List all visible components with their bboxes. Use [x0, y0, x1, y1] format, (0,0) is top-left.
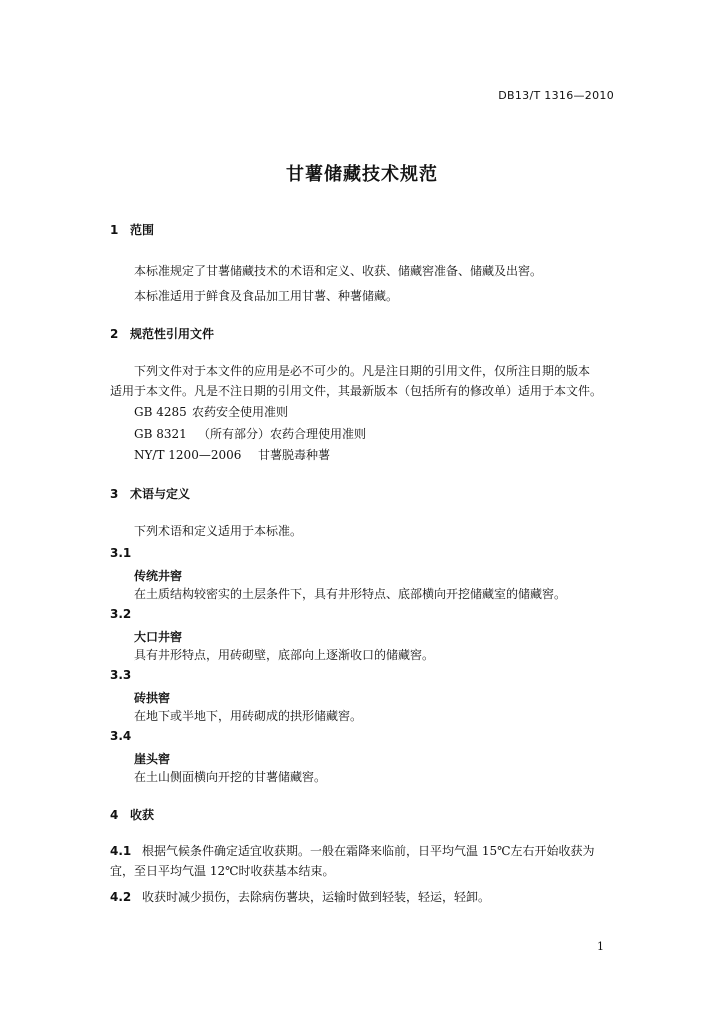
clause-4-1-line-2: 宜，至日平均气温 12℃时收获基本结束。: [110, 864, 335, 878]
section-title: 范围: [130, 223, 155, 237]
reference-title: 甘薯脱毒种薯: [258, 448, 331, 462]
section-1-heading: [110, 221, 154, 238]
reference-code: GB 4285: [134, 405, 187, 419]
section-2-paragraph-line-1: 下列文件对于本文件的应用是必不可少的。凡是注日期的引用文件，仅所注日期的版本: [134, 364, 591, 378]
term-definition: 在土山侧面横向开挖的甘薯储藏窖。: [134, 770, 327, 784]
term-definition: 在地下或半地下，用砖砌成的拱形储藏窖。: [134, 709, 363, 723]
document-title: 甘薯储藏技术规范: [286, 164, 438, 185]
term-name: 砖拱窖: [134, 691, 171, 705]
reference-title: （所有部分）农药合理使用准则: [198, 427, 367, 441]
term-number: 3.2: [110, 607, 132, 621]
section-3-intro: 下列术语和定义适用于本标准。: [134, 524, 303, 538]
reference-item: [134, 402, 288, 422]
section-title: 规范性引用文件: [130, 327, 215, 341]
term-number: 3.1: [110, 546, 132, 560]
reference-code: GB 8321: [134, 427, 187, 441]
clause-text: 收获时减少损伤，去除病伤薯块，运输时做到轻装，轻运，轻卸。: [142, 890, 491, 904]
term-number: 3.3: [110, 668, 132, 682]
section-number: 3: [110, 487, 119, 501]
clause-number: 4.1: [110, 844, 132, 858]
section-1-paragraph-1: 本标准规定了甘薯储藏技术的术语和定义、收获、储藏窖准备、储藏及出窖。: [134, 264, 543, 278]
section-number: 4: [110, 808, 119, 822]
clause-4-2: [110, 887, 490, 907]
clause-number: 4.2: [110, 890, 132, 904]
section-title: 收获: [130, 808, 155, 822]
standard-code: DB13/T 1316—2010: [498, 89, 614, 102]
reference-item: [134, 424, 366, 444]
section-2-paragraph-line-2: 适用于本文件。凡是不注日期的引用文件，其最新版本（包括所有的修改单）适用于本文件。: [110, 384, 603, 398]
section-1-paragraph-2: 本标准适用于鲜食及食品加工用甘薯、种薯储藏。: [134, 289, 399, 303]
term-number: 3.4: [110, 729, 132, 743]
reference-item: [134, 445, 330, 465]
term-name: 崖头窖: [134, 752, 171, 766]
page-number: 1: [597, 940, 604, 953]
section-number: 1: [110, 223, 119, 237]
section-3-heading: [110, 485, 190, 502]
section-title: 术语与定义: [130, 487, 191, 501]
section-2-heading: [110, 325, 214, 342]
term-definition: 在土质结构较密实的土层条件下，具有井形特点、底部横向开挖储藏室的储藏窖。: [134, 587, 567, 601]
section-4-heading: [110, 806, 154, 823]
term-name: 传统井窖: [134, 569, 183, 583]
clause-text: 根据气候条件确定适宜收获期。一般在霜降来临前，日平均气温 15℃左右开始收获为: [142, 844, 595, 858]
clause-4-1-line-1: [110, 841, 595, 861]
reference-code: NY/T 1200—2006: [134, 448, 242, 462]
reference-title: 农药安全使用准则: [192, 405, 289, 419]
section-number: 2: [110, 327, 119, 341]
term-name: 大口井窖: [134, 630, 183, 644]
term-definition: 具有井形特点，用砖砌壁，底部向上逐渐收口的储藏窖。: [134, 648, 435, 662]
